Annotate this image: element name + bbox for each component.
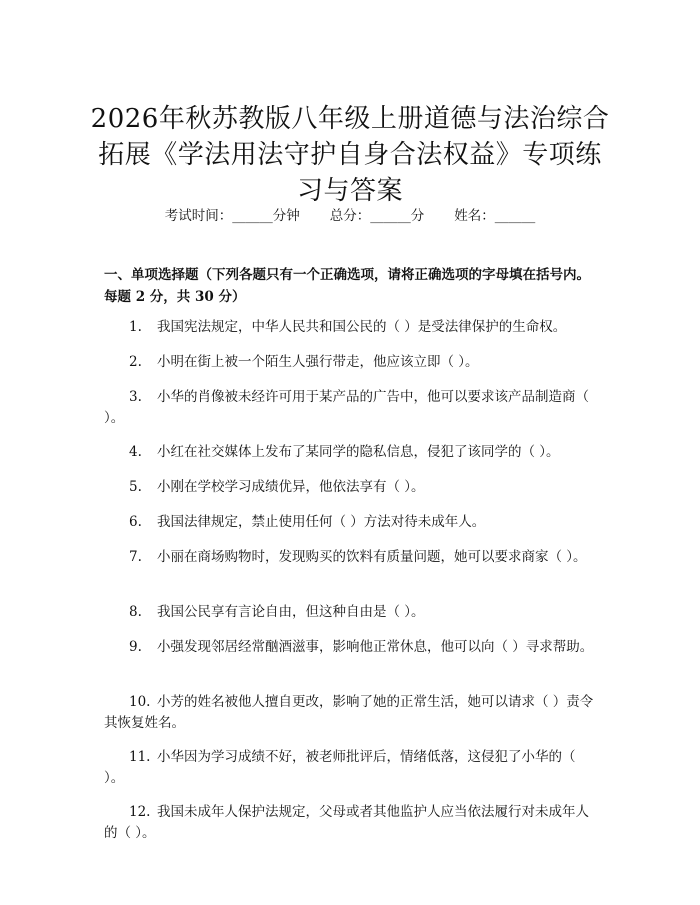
total-score-field: 总分：______分 bbox=[329, 208, 425, 224]
section-heading: 一、单项选择题（下列各题只有一个正确选项，请将正确选项的字母填在括号内。每题 2 分，共 30 分） bbox=[104, 267, 590, 305]
question-text: 我国法律规定，禁止使用任何（ ）方法对待未成年人。 bbox=[157, 514, 486, 530]
question-text: 小刚在学校学习成绩优异，他依法享有（ ）。 bbox=[157, 479, 425, 495]
question-number: 5. bbox=[129, 479, 142, 495]
question-list bbox=[104, 317, 596, 857]
question-item bbox=[104, 637, 596, 679]
question-item bbox=[104, 692, 596, 734]
question-number: 12. bbox=[129, 804, 151, 820]
question-item bbox=[104, 802, 596, 844]
question-text: 小华的肖像被未经许可用于某产品的广告中，他可以要求该产品制造商（ ）。 bbox=[104, 389, 589, 426]
question-item bbox=[104, 512, 596, 533]
document-title: 2026年秋苏教版八年级上册道德与法治综合拓展《学法用法守护自身合法权益》专项练习与答案 bbox=[90, 104, 610, 207]
question-text: 我国宪法规定，中华人民共和国公民的（ ）是受法律保护的生命权。 bbox=[157, 319, 567, 335]
question-item bbox=[104, 352, 596, 373]
question-text: 小红在社交媒体上发布了某同学的隐私信息，侵犯了该同学的（ ）。 bbox=[157, 444, 560, 460]
question-number: 7. bbox=[129, 549, 142, 565]
question-number: 2. bbox=[129, 354, 142, 370]
question-text: 小芳的姓名被他人擅自更改，影响了她的正常生活，她可以请求（ ）责令其恢复姓名。 bbox=[104, 694, 594, 731]
question-item bbox=[104, 747, 596, 789]
question-number: 9. bbox=[129, 639, 142, 655]
question-number: 8. bbox=[129, 604, 142, 620]
question-text: 我国公民享有言论自由，但这种自由是（ ）。 bbox=[157, 604, 425, 620]
exam-info-line bbox=[0, 206, 700, 226]
question-number: 3. bbox=[129, 389, 142, 405]
question-item bbox=[104, 387, 596, 429]
question-number: 11. bbox=[129, 749, 151, 765]
question-item bbox=[104, 477, 596, 498]
question-text: 小强发现邻居经常酗酒滋事，影响他正常休息，他可以向（ ）寻求帮助。 bbox=[157, 639, 594, 655]
question-number: 4. bbox=[129, 444, 142, 460]
question-number: 1. bbox=[129, 319, 142, 335]
student-name-field: 姓名：______ bbox=[454, 208, 536, 224]
question-item bbox=[104, 317, 596, 338]
question-item bbox=[104, 442, 596, 463]
question-text: 小明在街上被一个陌生人强行带走，他应该立即（ ）。 bbox=[157, 354, 479, 370]
question-item bbox=[104, 547, 596, 589]
question-text: 小华因为学习成绩不好，被老师批评后，情绪低落，这侵犯了小华的（ ）。 bbox=[104, 749, 576, 786]
question-number: 10. bbox=[129, 694, 151, 710]
question-text: 小丽在商场购物时，发现购买的饮料有质量问题，她可以要求商家（ ）。 bbox=[157, 549, 587, 565]
exam-time-field: 考试时间：______分钟 bbox=[164, 208, 300, 224]
question-text: 我国未成年人保护法规定，父母或者其他监护人应当依法履行对未成年人的（ ）。 bbox=[104, 804, 589, 841]
question-number: 6. bbox=[129, 514, 142, 530]
question-item bbox=[104, 602, 596, 623]
